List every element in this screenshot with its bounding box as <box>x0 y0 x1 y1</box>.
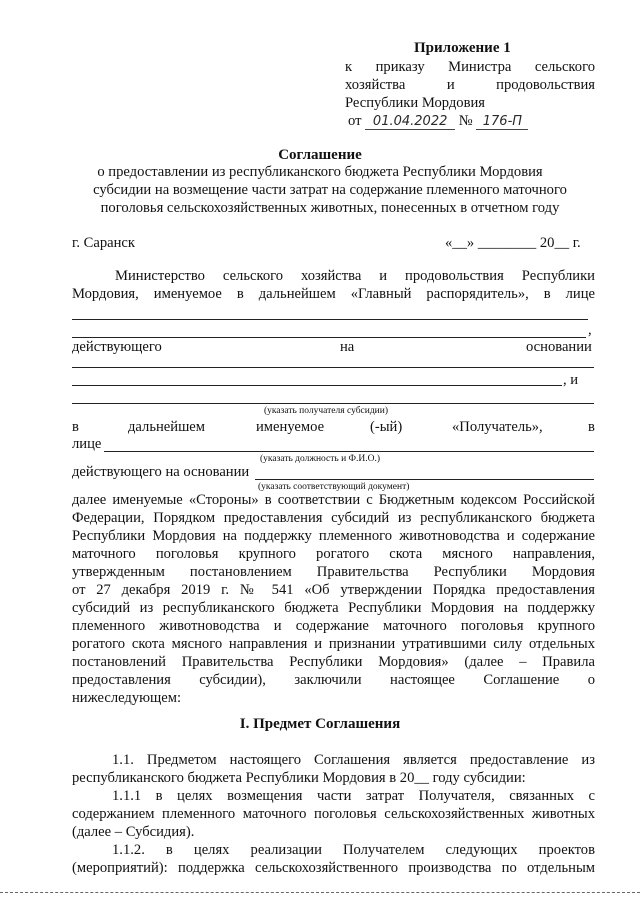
hint-recipient: (указать получателя субсидии) <box>264 406 389 416</box>
city: г. Саранск <box>72 235 135 251</box>
agreement-subtitle-3: поголовья сельскохозяйственных животных, понесенных в отчетном году <box>100 200 560 216</box>
page-bottom-line <box>0 892 640 893</box>
comma: , <box>588 322 592 338</box>
section-1-title: I. Предмет Соглашения <box>239 716 401 732</box>
hint-position: (указать должность и Ф.И.О.) <box>260 454 381 464</box>
blank-line-7 <box>255 479 594 480</box>
appendix-line-1: к приказу Министра сельского <box>345 59 595 75</box>
blank-line-1 <box>72 319 588 320</box>
body-line-11: предоставления субсидии), заключили настоящее Соглашение о <box>72 672 595 688</box>
body-line-7: субсидий из республиканского бюджета Республики Мордовия на поддержку <box>72 600 595 616</box>
s111-line-1: 1.1.1 в целях возмещения части затрат Получателя, связанных с <box>112 788 595 804</box>
number-value: 176-П <box>476 114 528 130</box>
s11-line-2: республиканского бюджета Республики Мордовия в 20__ году субсидии: <box>72 770 526 786</box>
appendix-date-row <box>348 113 528 130</box>
hereinafter-word-3: именуемое <box>256 419 325 435</box>
body-line-8: племенного животноводства и содержание маточного поголовья крупного <box>72 618 595 634</box>
date-value: 01.04.2022 <box>365 114 455 130</box>
appendix-line-2: хозяйства и продовольствия <box>345 77 595 93</box>
blank-line-4 <box>72 385 562 386</box>
acting-word-1: действующего <box>72 339 162 355</box>
body-line-10: постановлений Правительства Республики Мордовия» (далее – Правила <box>72 654 595 670</box>
body-line-2: Федерации, Порядком предоставления субсидий из республиканского бюджета <box>72 510 595 526</box>
hereinafter-word-6: в <box>588 419 595 435</box>
s111-line-3: (далее – Субсидия). <box>72 824 195 840</box>
hereinafter-word-5: «Получатель», <box>452 419 543 435</box>
and-word: , и <box>563 372 579 388</box>
body-line-5: утвержденным постановлением Правительства Республики Мордовия <box>72 564 595 580</box>
parties-line-1: Министерство сельского хозяйства и продовольствия Республики <box>115 268 595 284</box>
blank-line-3 <box>72 367 594 368</box>
blank-line-5 <box>72 403 594 404</box>
body-line-9: рогатого скота мясного направления и признании утратившими силу отдельных <box>72 636 595 652</box>
acting-word-2: на <box>340 339 355 355</box>
hint-document: (указать соответствующий документ) <box>258 482 410 492</box>
agreement-subtitle-1: о предоставлении из республиканского бюджета Республики Мордовия <box>97 164 543 180</box>
blank-line-6 <box>104 451 594 452</box>
appendix-title: Приложение 1 <box>414 40 511 56</box>
blank-line-2 <box>72 337 586 338</box>
hereinafter-word-2: дальнейшем <box>128 419 206 435</box>
face-word: лице <box>72 436 102 452</box>
acting-basis: действующего на основании <box>72 464 250 480</box>
hereinafter-word-4: (-ый) <box>370 419 403 435</box>
agreement-date: «__» ________ 20__ г. <box>445 235 581 251</box>
acting-word-3: основании <box>526 339 592 355</box>
body-line-1: далее именуемые «Стороны» в соответствии с Бюджетным кодексом Российской <box>72 492 595 508</box>
date-prefix: от <box>348 113 362 129</box>
s112-line-1: 1.1.2. в целях реализации Получателем следующих проектов <box>112 842 595 858</box>
body-line-12: нижеследующем: <box>72 690 182 706</box>
s11-line-1: 1.1. Предметом настоящего Соглашения является предоставление из <box>112 752 595 768</box>
agreement-subtitle-2: субсидии на возмещение части затрат на содержание племенного маточного <box>93 182 567 198</box>
appendix-line-3: Республики Мордовия <box>345 95 486 111</box>
s112-line-2: (мероприятий): поддержка сельскохозяйственного производства по отдельным <box>72 860 595 876</box>
body-line-6: от 27 декабря 2019 г. № 541 «Об утверждении Порядка предоставления <box>72 582 595 598</box>
number-prefix: № <box>458 113 473 129</box>
agreement-title: Соглашение <box>278 147 362 163</box>
body-line-4: маточного поголовья крупного рогатого скота мясного направления, <box>72 546 595 562</box>
parties-line-2: Мордовия, именуемое в дальнейшем «Главный распорядитель», в лице <box>72 286 595 302</box>
hereinafter-word-1: в <box>72 419 79 435</box>
body-line-3: Республики Мордовия на поддержку племенного животноводства и содержание <box>72 528 595 544</box>
s111-line-2: содержанием племенного маточного поголовья сельскохозяйственных животных <box>72 806 595 822</box>
